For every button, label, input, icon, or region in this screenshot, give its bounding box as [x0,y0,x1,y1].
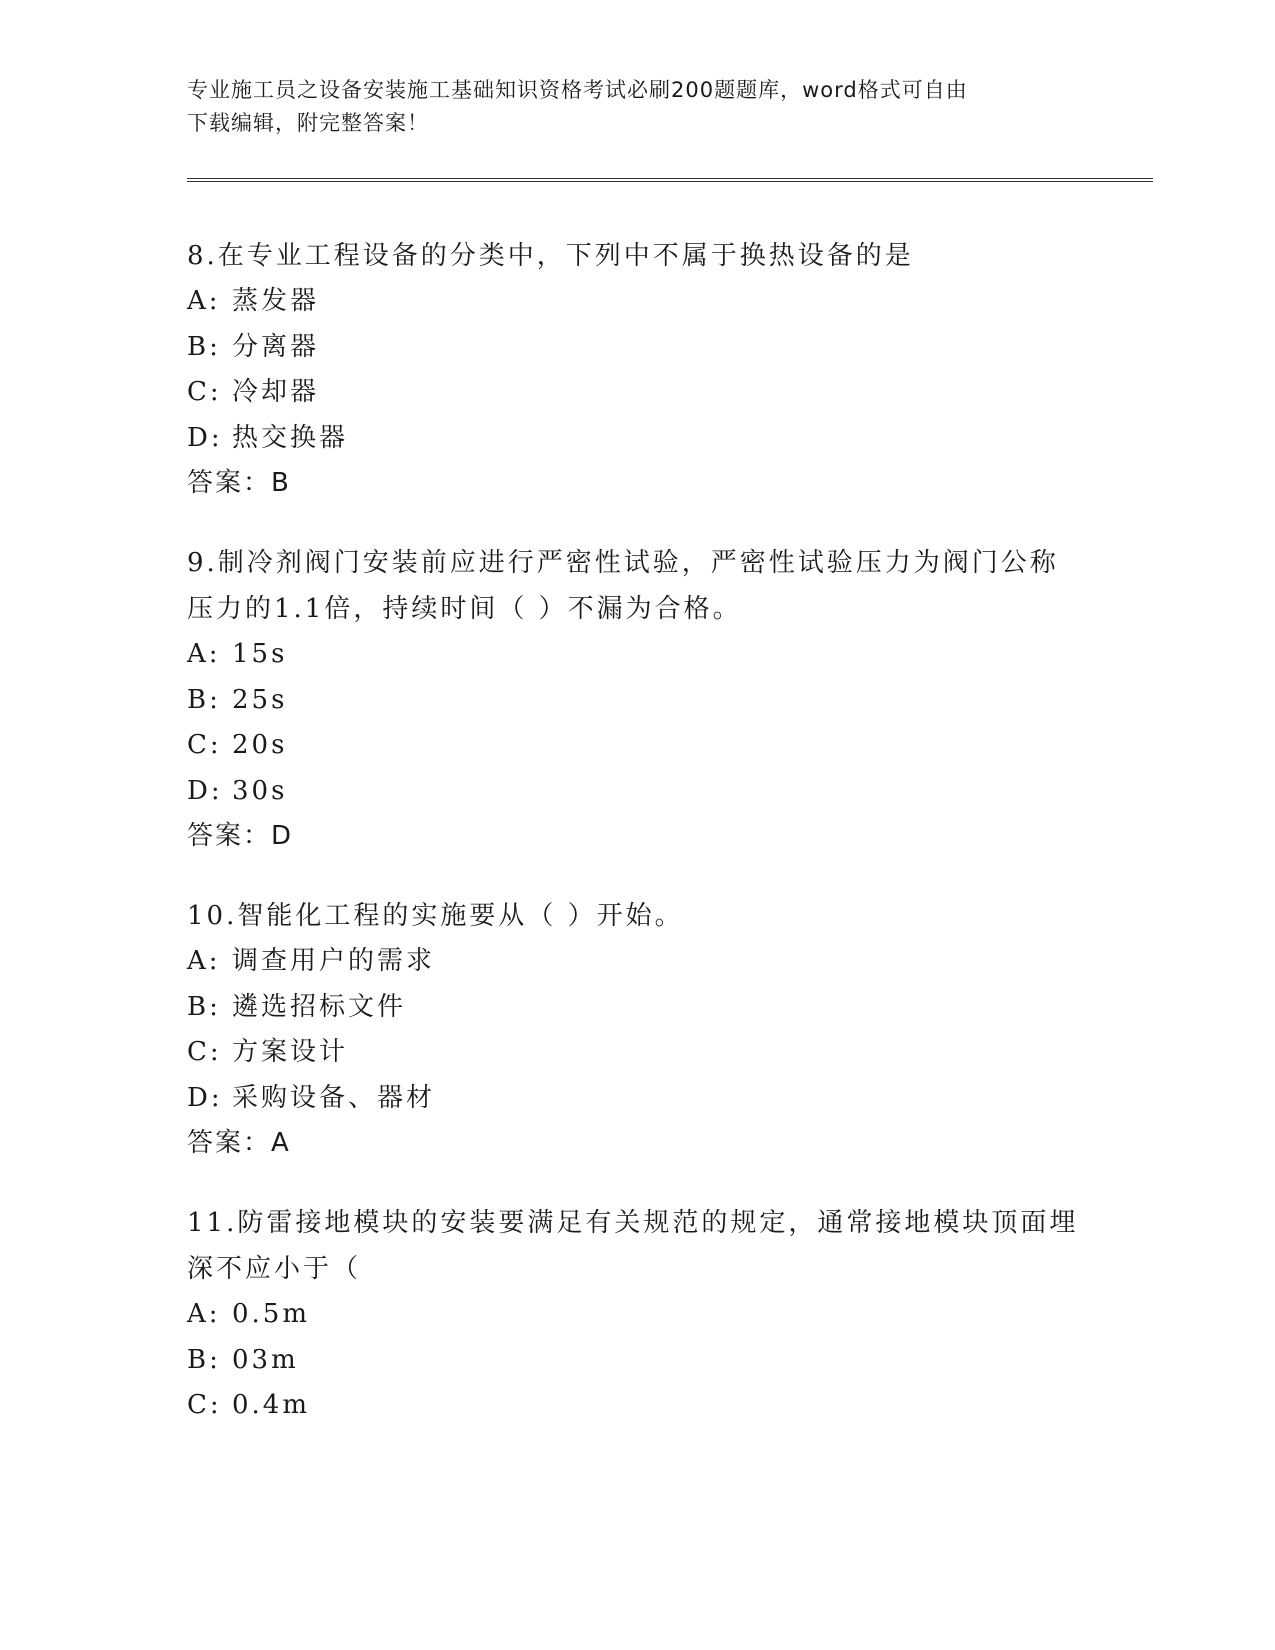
option-letter: B: [187,331,221,362]
option-letter: A: [187,1299,221,1329]
option-text: 0.4m [232,1390,311,1420]
option-text: 遴选招标文件 [232,991,407,1022]
option-letter: C: [187,377,222,407]
option-letter: C: [187,730,222,760]
option-text: 冷却器 [232,377,320,407]
option-c [187,1383,1087,1429]
option-a [187,632,1087,678]
question-11 [187,1200,1087,1429]
option-b [187,678,1087,724]
answer-line: 答案：A [187,1128,291,1158]
option-text: 20s [232,730,288,760]
option-b [187,1338,1087,1384]
question-8 [187,233,1087,506]
option-text: 03m [232,1344,299,1375]
option-a [187,279,1087,325]
option-a [187,939,1087,985]
option-letter: A: [187,639,221,669]
option-text: 热交换器 [232,422,349,453]
question-list [187,233,1087,1463]
option-b [187,985,1087,1031]
option-text: 30s [232,775,288,806]
option-letter: B: [187,684,221,715]
option-text: 分离器 [232,331,320,362]
option-text: 方案设计 [232,1037,349,1067]
question-10 [187,893,1087,1166]
answer-line: 答案：B [187,468,291,498]
document-header [187,74,1087,140]
question-stem: 8.在专业工程设备的分类中，下列中不属于换热设备的是 [187,241,914,271]
option-letter: C: [187,1390,222,1420]
option-text: 调查用户的需求 [232,946,436,976]
option-text: 0.5m [232,1299,311,1329]
option-text: 采购设备、器材 [232,1082,436,1113]
question-stem: 10.智能化工程的实施要从（ ）开始。 [187,901,684,931]
option-text: 15s [232,639,288,669]
option-text: 25s [232,684,288,715]
header-line-2: 下载编辑，附完整答案！ [187,111,429,135]
option-c [187,723,1087,769]
option-letter: D: [187,775,223,806]
option-b [187,325,1087,371]
header-line-1: 专业施工员之设备安装施工基础知识资格考试必刷200题题库，word格式可自由 [187,78,968,102]
option-letter: A: [187,946,221,976]
option-d [187,769,1087,815]
option-text: 蒸发器 [232,286,320,316]
option-letter: D: [187,422,223,453]
question-stem: 11.防雷接地模块的安装要满足有关规范的规定，通常接地模块顶面埋深不应小于（ [187,1208,1079,1284]
option-letter: A: [187,286,221,316]
option-letter: B: [187,1344,221,1375]
option-letter: D: [187,1082,223,1113]
option-d [187,416,1087,462]
question-stem: 9.制冷剂阀门安装前应进行严密性试验，严密性试验压力为阀门公称压力的1.1倍，持续时间（ ）不漏为合格。 [187,548,1059,624]
header-divider [187,178,1153,182]
option-c [187,370,1087,416]
option-d [187,1076,1087,1122]
answer-line: 答案：D [187,821,294,851]
option-a [187,1292,1087,1338]
option-c [187,1030,1087,1076]
option-letter: B: [187,991,221,1022]
question-9 [187,540,1087,859]
option-letter: C: [187,1037,222,1067]
